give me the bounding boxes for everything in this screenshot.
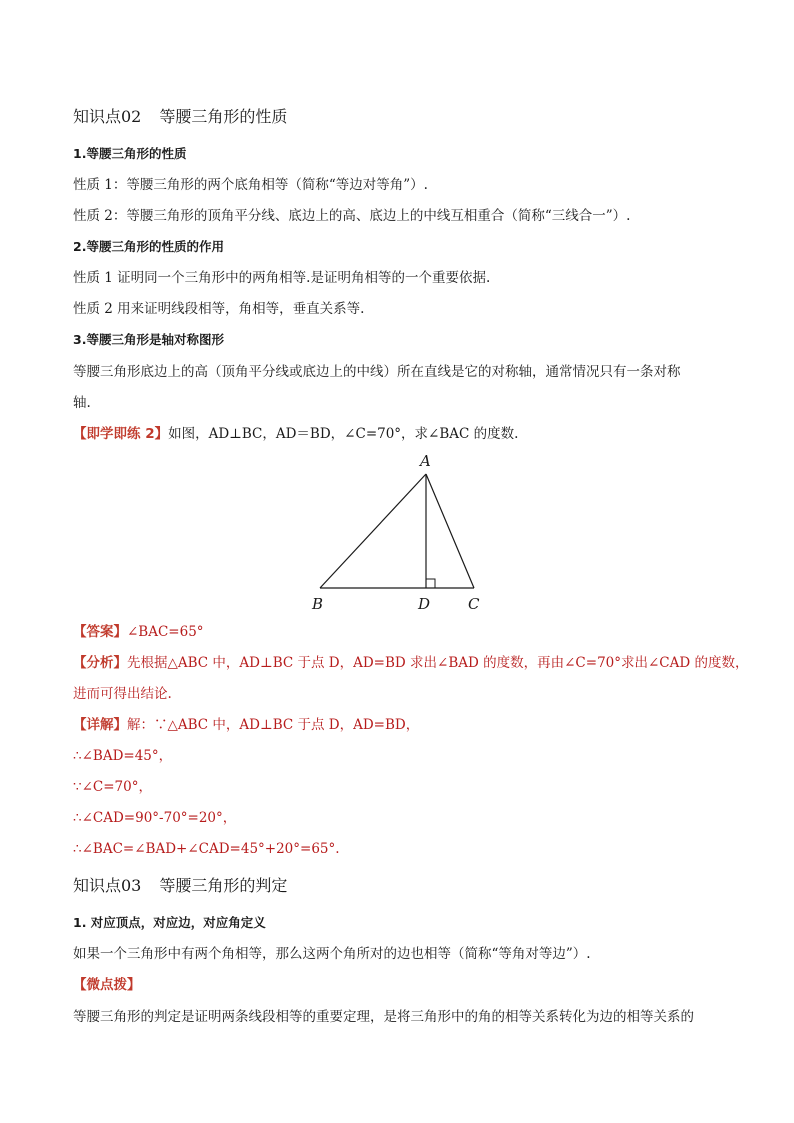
label-c: C [468,595,480,613]
answer-text: ∠BAC=65° [127,624,204,640]
detail-text: ∴∠BAC=∠BAD+∠CAD=45°+20°=65°. [73,841,340,857]
exercise-line [73,424,518,444]
subheading: 1.等腰三角形的性质 [73,146,187,161]
section-heading-1 [73,106,287,128]
section-title: 等腰三角形的性质 [159,107,288,126]
paragraph: 性质 2 用来证明线段相等，角相等，垂直关系等. [73,301,365,317]
analysis-tag: 【分析】 [73,655,127,671]
detail-line [73,715,419,735]
answer-line [73,622,204,642]
detail-tag: 【详解】 [73,717,127,733]
detail-text: ∴∠CAD=90°-70°=20°， [73,810,237,826]
detail-text: 解：∵△ABC 中，AD⊥BC 于点 D，AD=BD， [127,717,420,733]
side-ac [426,474,474,588]
tip-tag: 【微点拨】 [73,977,141,993]
section-number: 知识点03 [73,876,142,895]
paragraph: 如果一个三角形中有两个角相等，那么这两个角所对的边也相等（简称“等角对等边”）. [73,946,591,962]
analysis-text: 先根据△ABC 中，AD⊥BC 于点 D，AD=BD 求出∠BAD 的度数，再由∠C=70°求出∠CAD 的度数， [127,655,749,671]
triangle-figure [305,448,505,618]
exercise-question: 如图，AD⊥BC，AD＝BD，∠C=70°，求∠BAC 的度数. [168,426,519,442]
section-heading-2 [73,875,287,897]
section-title: 等腰三角形的判定 [159,876,288,895]
right-angle-mark [426,579,435,588]
label-b: B [312,595,324,613]
detail-text: ∴∠BAD=45°， [73,748,173,764]
analysis-text: 进而可得出结论. [73,686,172,702]
side-ab [320,474,426,588]
answer-tag: 【答案】 [73,624,127,640]
detail-text: ∵∠C=70°， [73,779,152,795]
subheading: 1. 对应顶点，对应边，对应角定义 [73,915,266,930]
section-number: 知识点02 [73,107,142,126]
label-d: D [418,595,431,613]
paragraph: 等腰三角形底边上的高（顶角平分线或底边上的中线）所在直线是它的对称轴，通常情况只有一条对称 [73,364,681,380]
exercise-tag: 【即学即练 2】 [73,426,169,442]
paragraph: 轴. [73,395,91,411]
paragraph: 等腰三角形的判定是证明两条线段相等的重要定理，是将三角形中的角的相等关系转化为边的相等关系的 [73,1009,694,1025]
subheading: 2.等腰三角形的性质的作用 [73,239,224,254]
subheading: 3.等腰三角形是轴对称图形 [73,332,224,347]
paragraph: 性质 1：等腰三角形的两个底角相等（简称“等边对等角”）. [73,177,428,193]
paragraph: 性质 2：等腰三角形的顶角平分线、底边上的高、底边上的中线互相重合（简称“三线合一”）. [73,208,631,224]
label-a: A [420,452,431,470]
analysis-line [73,653,749,673]
paragraph: 性质 1 证明同一个三角形中的两角相等.是证明角相等的一个重要依据. [73,270,491,286]
